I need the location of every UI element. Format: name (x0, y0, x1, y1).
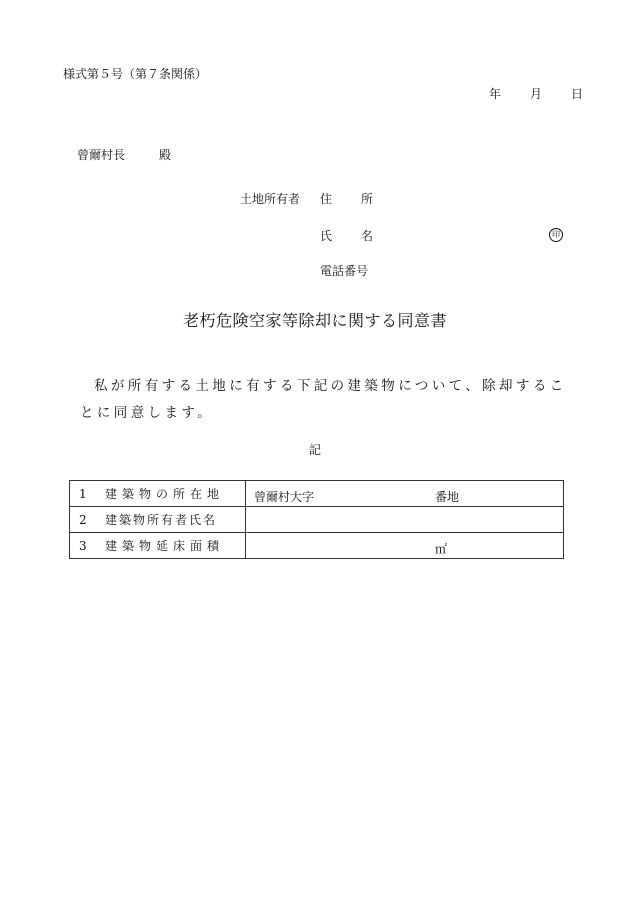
consent-statement: 私が所有する土地に有する下記の建築物について、除却することに同意します。 (80, 378, 567, 421)
row-label-cell (70, 481, 246, 507)
row-label: 建築物延床面積 (105, 539, 225, 553)
owner-phone-label: 電話番号 (320, 264, 369, 278)
building-info-table (69, 480, 564, 559)
form-label: 様式第５号（第７条関係） (63, 67, 208, 81)
row-value-right: 番地 (435, 490, 460, 504)
row-number: 3 (79, 539, 87, 553)
table-row (70, 533, 564, 559)
row-value-left: 曾爾村大字 (254, 490, 315, 504)
date-day-label: 日 (571, 87, 584, 101)
table-row (70, 481, 564, 507)
row-label: 建築物所有者氏名 (105, 513, 218, 527)
addressee (77, 149, 171, 161)
date-line (489, 88, 583, 100)
ki-heading: 記 (308, 443, 321, 457)
name-label-part-2: 名 (361, 229, 374, 243)
row-value-right: ㎡ (435, 542, 448, 556)
row-number: 2 (79, 513, 87, 527)
date-year-label: 年 (489, 87, 502, 101)
table-row (70, 507, 564, 533)
row-value-cell (246, 481, 564, 507)
row-value-cell (246, 533, 564, 559)
addressee-name: 曾爾村長 (77, 148, 126, 162)
address-label-part-1: 住 (320, 192, 333, 206)
row-label: 建築物の所在地 (105, 487, 225, 501)
row-value-cell (246, 507, 564, 533)
owner-title: 土地所有者 (240, 192, 301, 206)
row-label-cell (70, 533, 246, 559)
owner-name-label (320, 230, 373, 242)
name-label-part-1: 氏 (320, 229, 333, 243)
addressee-honorific: 殿 (159, 148, 172, 162)
document-title: 老朽危険空家等除却に関する同意書 (182, 311, 447, 330)
owner-address-label (320, 193, 373, 205)
address-label-part-2: 所 (361, 192, 374, 206)
row-label-cell (70, 507, 246, 533)
seal-mark: 印 (549, 228, 563, 242)
row-number: 1 (79, 487, 87, 501)
date-month-label: 月 (530, 87, 543, 101)
